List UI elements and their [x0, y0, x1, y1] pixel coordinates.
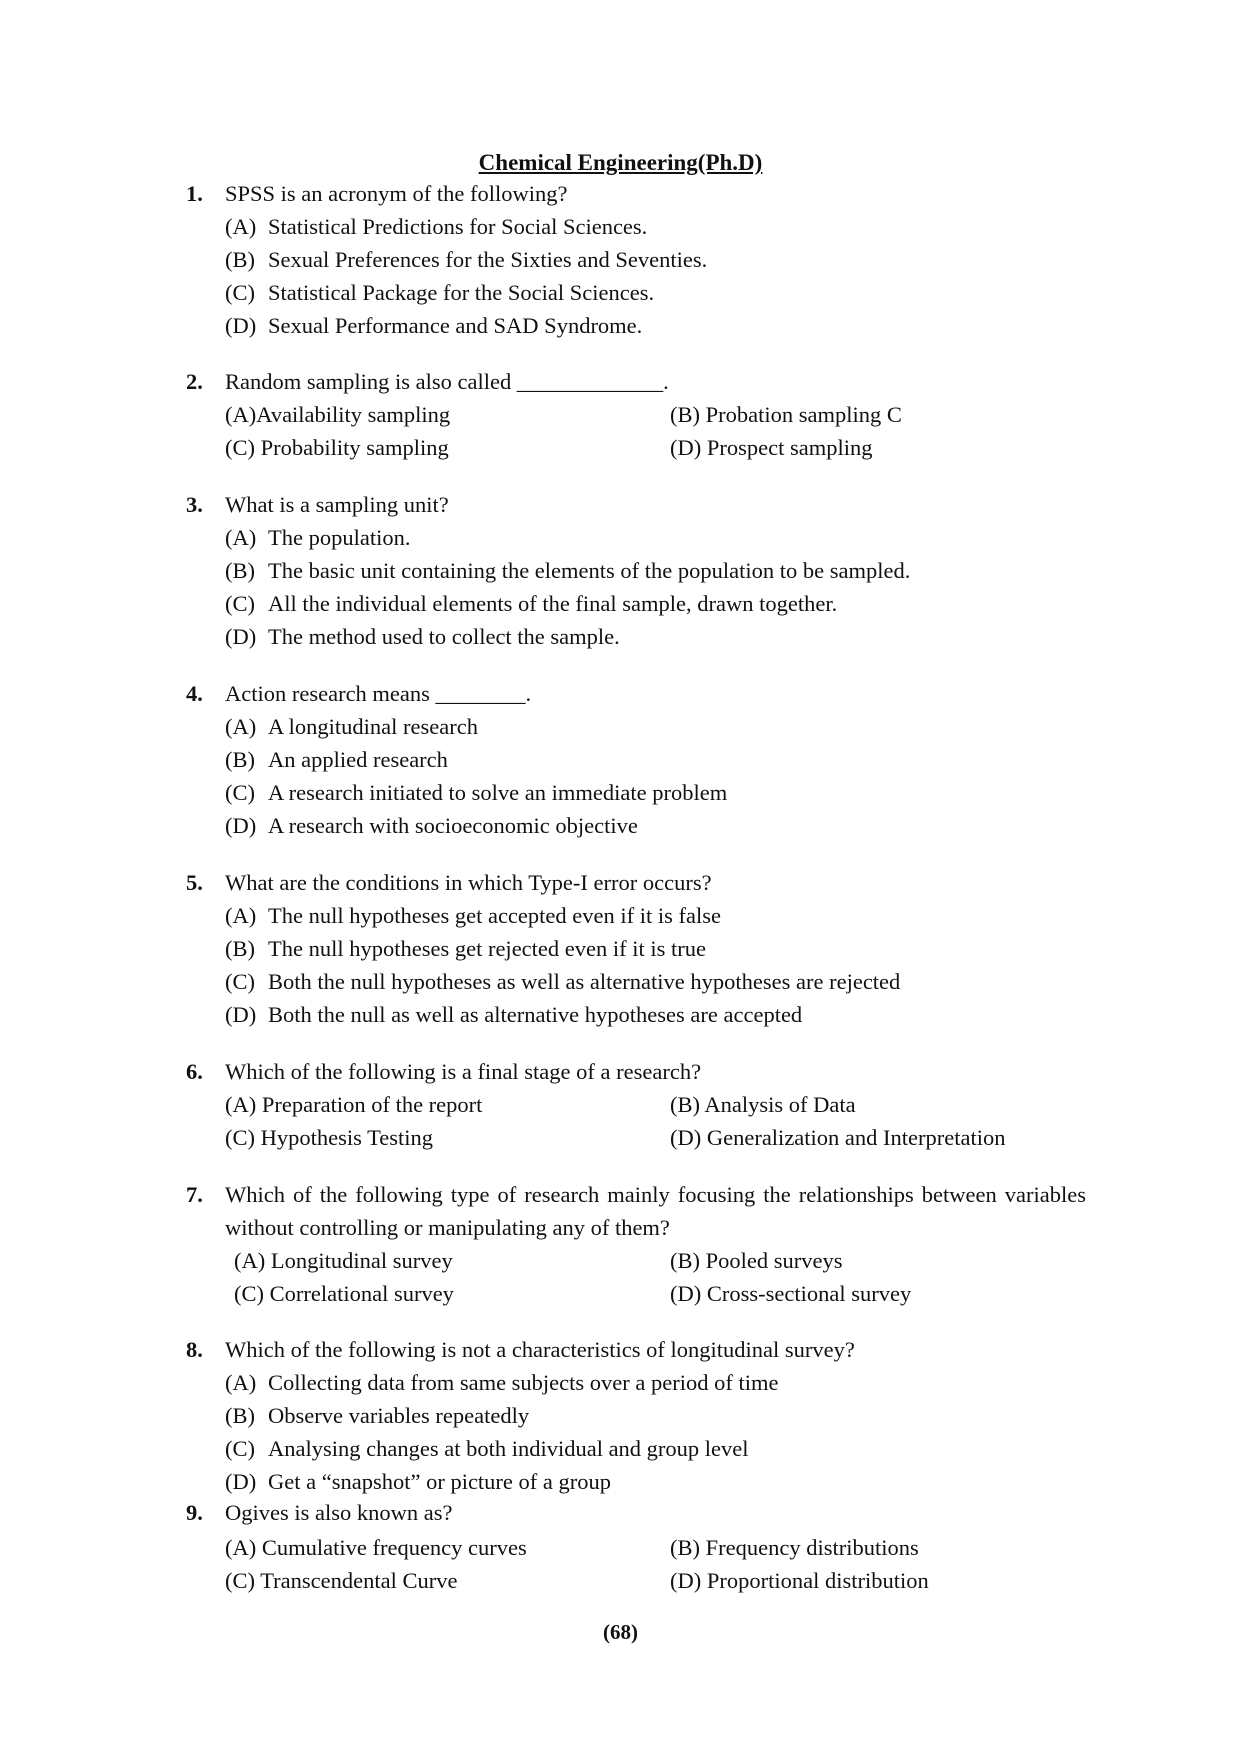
question-text: Which of the following type of research mainly focusing the relationships between variables without controlling or manipulating any of them? [225, 1182, 1086, 1240]
option-d: (D) Prospect sampling [670, 435, 873, 460]
question-7 [186, 1178, 1086, 1310]
option-row [186, 1564, 1086, 1597]
question-8 [186, 1333, 1086, 1498]
option-b [186, 1399, 1086, 1432]
option-a: (A)Availability sampling [225, 402, 451, 427]
question-4 [186, 677, 1086, 842]
question-text: SPSS is an acronym of the following? [225, 181, 568, 206]
option-letter: (B) [225, 747, 255, 772]
option-row [186, 1277, 1086, 1310]
option-text: The population. [268, 525, 411, 550]
option-letter: (D) [225, 1002, 257, 1027]
question-number: 4. [186, 681, 203, 706]
option-b: (B) Frequency distributions [670, 1535, 919, 1560]
option-letter: (B) [225, 247, 255, 272]
option-d [186, 309, 1086, 342]
option-c [186, 776, 1086, 809]
option-d [186, 809, 1086, 842]
option-d [186, 998, 1086, 1031]
option-d: (D) Cross-sectional survey [670, 1281, 912, 1306]
option-letter: (D) [225, 813, 257, 838]
option-c: (C) Correlational survey [234, 1281, 454, 1306]
option-text: A research initiated to solve an immediate problem [268, 780, 728, 805]
option-letter: (B) [225, 558, 255, 583]
question-text: What is a sampling unit? [225, 492, 449, 517]
option-letter: (D) [225, 1469, 257, 1494]
option-letter: (C) [225, 1436, 255, 1461]
option-letter: (C) [225, 780, 255, 805]
option-text: A longitudinal research [268, 714, 478, 739]
question-number: 7. [186, 1182, 203, 1207]
question-number: 5. [186, 870, 203, 895]
question-text: Random sampling is also called _____________. [225, 369, 669, 394]
question-text: Which of the following is not a characteristics of longitudinal survey? [225, 1337, 855, 1362]
question-2 [186, 365, 1086, 464]
option-a: (A) Cumulative frequency curves [225, 1535, 527, 1560]
option-c [186, 587, 1086, 620]
question-text: Which of the following is a final stage of a research? [225, 1059, 702, 1084]
question-3 [186, 488, 1086, 653]
question-5 [186, 866, 1086, 1031]
option-b [186, 243, 1086, 276]
option-text: Statistical Predictions for Social Sciences. [268, 214, 648, 239]
option-c [186, 1432, 1086, 1465]
option-letter: (A) [225, 525, 257, 550]
option-row [186, 1088, 1086, 1121]
question-text: Action research means ________. [225, 681, 532, 706]
question-number: 1. [186, 181, 203, 206]
option-b [186, 743, 1086, 776]
option-a [186, 899, 1086, 932]
question-number: 8. [186, 1337, 203, 1362]
option-a [186, 210, 1086, 243]
option-text: Statistical Package for the Social Sciences. [268, 280, 655, 305]
option-text: Both the null hypotheses as well as alternative hypotheses are rejected [268, 969, 901, 994]
option-text: The null hypotheses get rejected even if it is true [268, 936, 706, 961]
question-number: 2. [186, 369, 203, 394]
option-c: (C) Transcendental Curve [225, 1568, 458, 1593]
question-6 [186, 1055, 1086, 1154]
option-d: (D) Proportional distribution [670, 1568, 929, 1593]
option-letter: (D) [225, 624, 257, 649]
option-text: Both the null as well as alternative hypotheses are accepted [268, 1002, 803, 1027]
option-b [186, 932, 1086, 965]
question-number: 9. [186, 1500, 203, 1525]
option-text: An applied research [268, 747, 448, 772]
option-letter: (C) [225, 280, 255, 305]
option-letter: (C) [225, 591, 255, 616]
option-letter: (A) [225, 714, 257, 739]
option-text: A research with socioeconomic objective [268, 813, 638, 838]
option-letter: (C) [225, 969, 255, 994]
option-letter: (A) [225, 214, 257, 239]
option-b: (B) Analysis of Data [670, 1092, 856, 1117]
option-letter: (B) [225, 936, 255, 961]
option-c: (C) Hypothesis Testing [225, 1125, 434, 1150]
option-text: Sexual Preferences for the Sixties and Seventies. [268, 247, 708, 272]
option-text: Sexual Performance and SAD Syndrome. [268, 313, 643, 338]
option-text: The method used to collect the sample. [268, 624, 620, 649]
option-row [186, 431, 1086, 464]
option-c: (C) Probability sampling [225, 435, 449, 460]
option-text: The basic unit containing the elements of the population to be sampled. [268, 558, 911, 583]
option-row [186, 1121, 1086, 1154]
option-text: The null hypotheses get accepted even if it is false [268, 903, 721, 928]
option-row [186, 398, 1086, 431]
question-9 [186, 1496, 1086, 1597]
option-row [186, 1244, 1086, 1277]
option-c [186, 965, 1086, 998]
option-b: (B) Probation sampling C [670, 402, 902, 427]
question-number: 6. [186, 1059, 203, 1084]
option-letter: (B) [225, 1403, 255, 1428]
option-b [186, 554, 1086, 587]
option-a: (A) Preparation of the report [225, 1092, 483, 1117]
option-row [186, 1531, 1086, 1564]
option-text: All the individual elements of the final sample, drawn together. [268, 591, 838, 616]
question-1 [186, 177, 1086, 342]
option-a [186, 521, 1086, 554]
option-c [186, 276, 1086, 309]
option-letter: (A) [225, 903, 257, 928]
option-text: Collecting data from same subjects over a period of time [268, 1370, 779, 1395]
option-d [186, 620, 1086, 653]
option-d [186, 1465, 1086, 1498]
question-text: What are the conditions in which Type-I error occurs? [225, 870, 712, 895]
option-letter: (D) [225, 313, 257, 338]
question-number: 3. [186, 492, 203, 517]
option-a [186, 1366, 1086, 1399]
option-text: Analysing changes at both individual and group level [268, 1436, 749, 1461]
option-b: (B) Pooled surveys [670, 1248, 843, 1273]
option-a [186, 710, 1086, 743]
page-number: (68) [603, 1620, 638, 1644]
page-title: Chemical Engineering(Ph.D) [478, 150, 763, 175]
question-text: Ogives is also known as? [225, 1500, 453, 1525]
option-letter: (A) [225, 1370, 257, 1395]
option-text: Observe variables repeatedly [268, 1403, 530, 1428]
option-a: (A) Longitudinal survey [234, 1248, 453, 1273]
option-d: (D) Generalization and Interpretation [670, 1125, 1006, 1150]
option-text: Get a “snapshot” or picture of a group [268, 1469, 612, 1494]
